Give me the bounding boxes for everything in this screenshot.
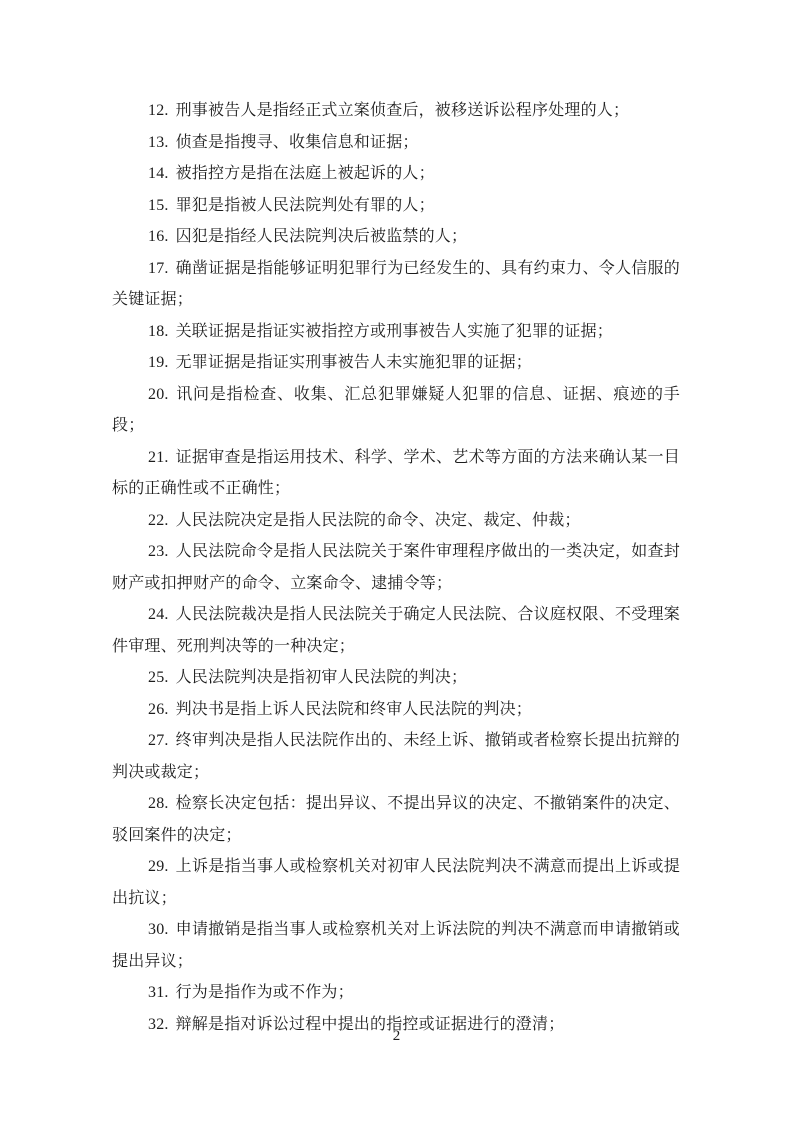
list-item [112, 316, 680, 348]
list-item [112, 788, 680, 851]
item-text: 判决书是指上诉人民法院和终审人民法院的判决； [175, 700, 533, 718]
item-text: 无罪证据是指证实刑事被告人未实施犯罪的证据； [175, 354, 533, 371]
item-text: 囚犯是指经人民法院判决后被监禁的人； [175, 228, 468, 245]
item-number: 32. [148, 1015, 169, 1033]
item-number: 31. [148, 984, 169, 1001]
item-text: 被指控方是指在法庭上被起诉的人； [175, 165, 435, 182]
item-text: 人民法院命令是指人民法院关于案件审理程序做出的一类决定，如查封财产或扣押财产的命令、立案命令、逮捕令等； [112, 543, 680, 592]
list-item [112, 379, 680, 442]
item-number: 28. [148, 795, 169, 812]
list-item [112, 442, 680, 505]
item-text: 人民法院判决是指初审人民法院的判决； [175, 669, 468, 686]
page-number: 2 [392, 1028, 401, 1044]
item-number: 16. [148, 228, 169, 245]
item-text: 讯问是指检查、收集、汇总犯罪嫌疑人犯罪的信息、证据、痕迹的手段； [112, 385, 680, 434]
item-text: 检察长决定包括：提出异议、不提出异议的决定、不撤销案件的决定、驳回案件的决定； [112, 795, 680, 844]
item-number: 29. [148, 858, 169, 875]
list-item [112, 662, 680, 694]
item-text: 上诉是指当事人或检察机关对初审人民法院判决不满意而提出上诉或提出抗议； [112, 858, 680, 907]
item-number: 30. [148, 921, 169, 938]
item-number: 18. [148, 322, 169, 340]
item-text: 申请撤销是指当事人或检察机关对上诉法院的判决不满意而申请撤销或提出异议； [112, 921, 680, 970]
item-number: 27. [148, 732, 169, 749]
list-item [112, 725, 680, 788]
list-item [112, 253, 680, 316]
item-number: 26. [148, 700, 169, 718]
item-number: 20. [148, 385, 169, 403]
item-number: 12. [148, 102, 169, 119]
item-number: 19. [148, 354, 169, 371]
list-item [112, 190, 680, 222]
item-number: 21. [148, 448, 169, 466]
item-number: 25. [148, 669, 169, 686]
list-item [112, 505, 680, 537]
list-item [112, 599, 680, 662]
item-number: 17. [148, 259, 169, 277]
item-number: 15. [148, 196, 169, 214]
list-item [112, 536, 680, 599]
item-number: 23. [148, 543, 169, 560]
item-number: 22. [148, 511, 169, 529]
list-item [112, 694, 680, 726]
item-text: 人民法院裁决是指人民法院关于确定人民法院、合议庭权限、不受理案件审理、死刑判决等的一种决定； [112, 606, 680, 655]
list-item [112, 851, 680, 914]
item-text: 罪犯是指被人民法院判处有罪的人； [175, 196, 435, 214]
item-text: 辩解是指对诉讼过程中提出的指控或证据进行的澄清； [175, 1015, 565, 1033]
list-item [112, 221, 680, 253]
list-item [112, 914, 680, 977]
item-text: 人民法院决定是指人民法院的命令、决定、裁定、仲裁； [175, 511, 581, 529]
list-item [112, 347, 680, 379]
list-item [112, 95, 680, 127]
list-item [112, 158, 680, 190]
list-item [112, 127, 680, 159]
item-text: 关联证据是指证实被指控方或刑事被告人实施了犯罪的证据； [175, 322, 614, 340]
list-item [112, 977, 680, 1009]
item-number: 14. [148, 165, 169, 182]
item-number: 24. [148, 606, 169, 623]
document-body [112, 95, 680, 1040]
item-number: 13. [148, 133, 169, 151]
item-text: 证据审查是指运用技术、科学、学术、艺术等方面的方法来确认某一目标的正确性或不正确性； [112, 448, 680, 497]
item-text: 终审判决是指人民法院作出的、未经上诉、撤销或者检察长提出抗辩的判决或裁定； [112, 732, 680, 781]
item-text: 行为是指作为或不作为； [175, 984, 354, 1001]
item-text: 侦查是指搜寻、收集信息和证据； [175, 133, 419, 151]
item-text: 刑事被告人是指经正式立案侦查后，被移送诉讼程序处理的人； [175, 102, 630, 119]
item-text: 确凿证据是指能够证明犯罪行为已经发生的、具有约束力、令人信服的关键证据； [112, 259, 680, 308]
